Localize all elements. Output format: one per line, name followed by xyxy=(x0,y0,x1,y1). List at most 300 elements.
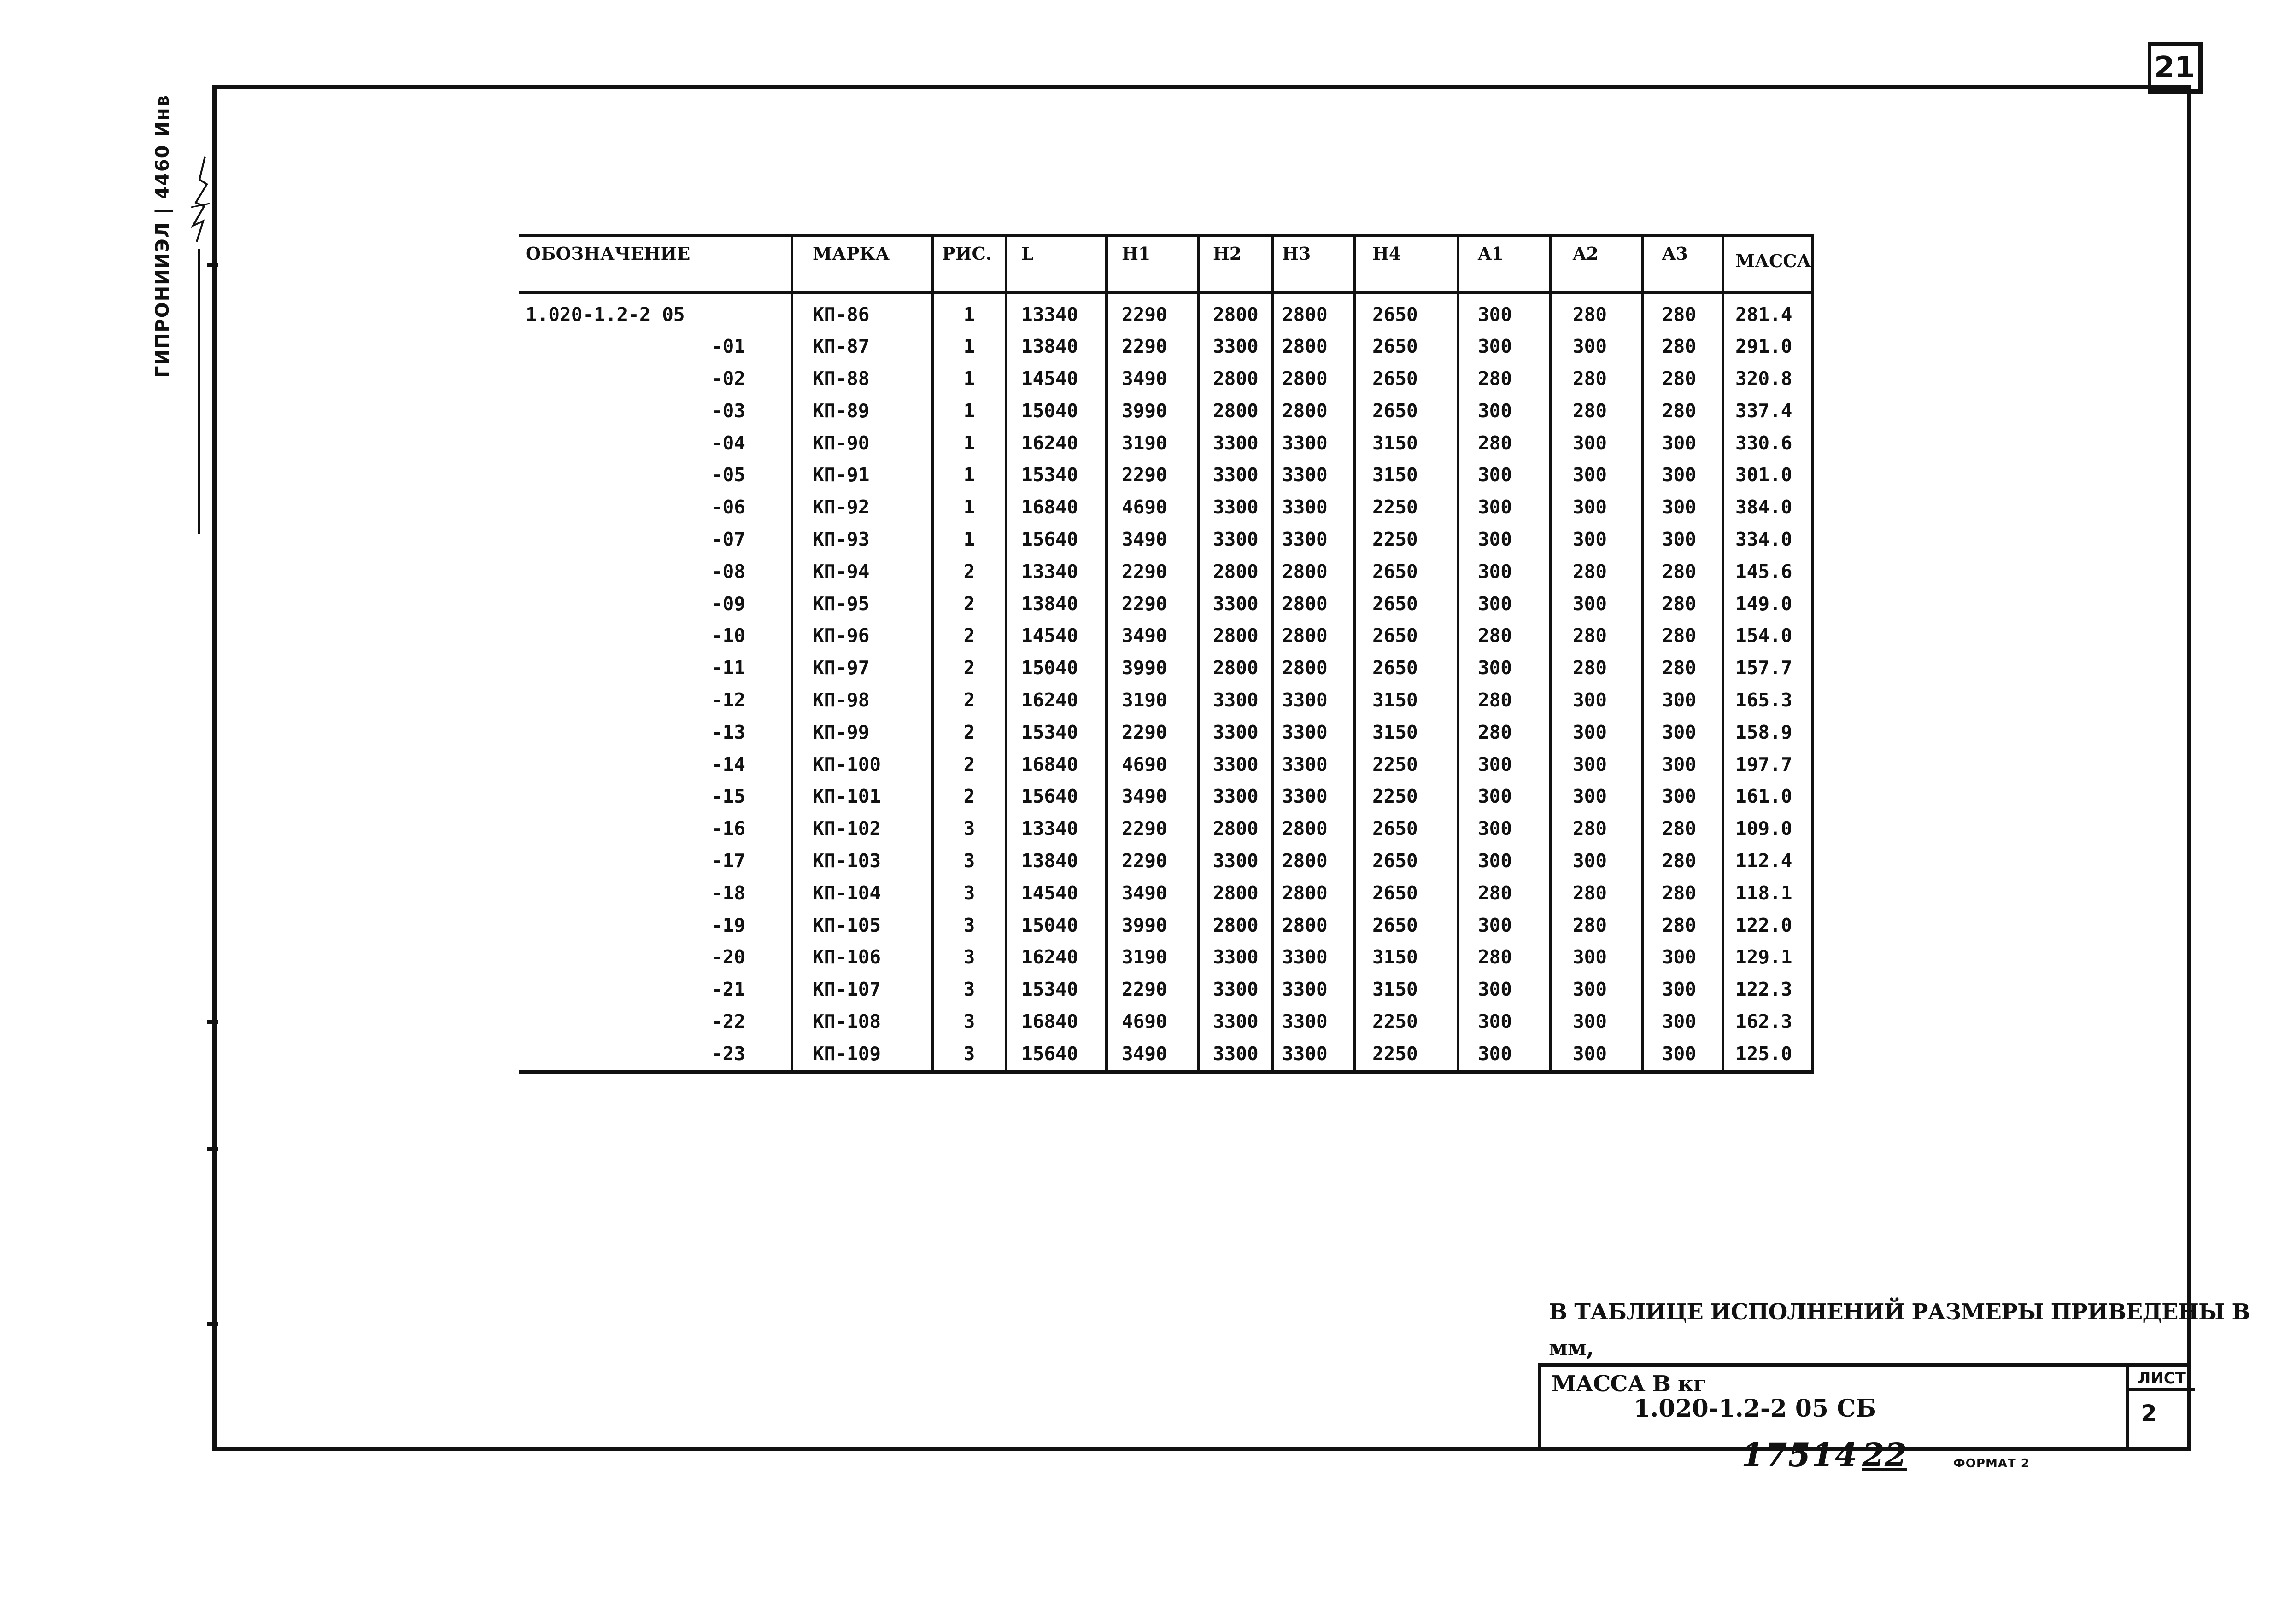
cell-a1: 280 xyxy=(1458,941,1550,974)
table-row xyxy=(519,556,1812,588)
cell-h2: 2800 xyxy=(1199,652,1272,684)
cell-h4: 2650 xyxy=(1354,845,1458,877)
col-header-a1: A1 xyxy=(1458,235,1550,292)
cell-h2: 2800 xyxy=(1199,910,1272,942)
cell-a1: 300 xyxy=(1458,588,1550,620)
cell-a2: 300 xyxy=(1550,781,1642,813)
cell-h3: 3300 xyxy=(1272,1006,1354,1038)
cell-h4: 2650 xyxy=(1354,292,1458,331)
cell-l: 13340 xyxy=(1006,556,1107,588)
cell-marka: КП-90 xyxy=(792,427,932,460)
cell-a3: 280 xyxy=(1642,292,1723,331)
table-row xyxy=(519,749,1812,781)
cell-oboz: -04 xyxy=(711,432,745,454)
cell-h4: 2250 xyxy=(1354,1038,1458,1072)
cell-ris: 2 xyxy=(932,684,1006,717)
cell-mass: 149.0 xyxy=(1723,588,1812,620)
table-row xyxy=(519,684,1812,717)
cell-h3: 2800 xyxy=(1272,292,1354,331)
cell-h1: 4690 xyxy=(1107,491,1199,524)
cell-a2: 280 xyxy=(1550,652,1642,684)
col-header-h1: H1 xyxy=(1107,235,1199,292)
cell-a3: 280 xyxy=(1642,556,1723,588)
cell-l: 14540 xyxy=(1006,620,1107,652)
cell-h3: 3300 xyxy=(1272,459,1354,491)
cell-l: 16840 xyxy=(1006,749,1107,781)
executions-table xyxy=(519,234,1814,1074)
cell-marka: КП-93 xyxy=(792,524,932,556)
cell-l: 14540 xyxy=(1006,877,1107,910)
cell-a3: 300 xyxy=(1642,491,1723,524)
cell-a2: 280 xyxy=(1550,620,1642,652)
cell-h1: 4690 xyxy=(1107,1006,1199,1038)
cell-a1: 300 xyxy=(1458,556,1550,588)
table-row xyxy=(519,845,1812,877)
cell-oboz: -21 xyxy=(711,978,745,1001)
cell-a2: 300 xyxy=(1550,1006,1642,1038)
cell-marka: КП-103 xyxy=(792,845,932,877)
cell-a2: 300 xyxy=(1550,427,1642,460)
cell-ris: 2 xyxy=(932,620,1006,652)
cell-ris: 3 xyxy=(932,845,1006,877)
cell-mass: 122.0 xyxy=(1723,910,1812,942)
table-row xyxy=(519,974,1812,1006)
cell-h1: 3990 xyxy=(1107,652,1199,684)
cell-mass: 125.0 xyxy=(1723,1038,1812,1072)
cell-a3: 280 xyxy=(1642,395,1723,427)
cell-h3: 3300 xyxy=(1272,684,1354,717)
cell-h4: 3150 xyxy=(1354,684,1458,717)
cell-mass: 145.6 xyxy=(1723,556,1812,588)
cell-marka: КП-108 xyxy=(792,1006,932,1038)
cell-a3: 300 xyxy=(1642,427,1723,460)
inventory-number: 17514 xyxy=(1741,1436,1858,1474)
binding-tick xyxy=(207,1147,218,1151)
cell-h2: 3300 xyxy=(1199,331,1272,363)
cell-h4: 3150 xyxy=(1354,427,1458,460)
cell-marka: КП-92 xyxy=(792,491,932,524)
cell-a3: 300 xyxy=(1642,974,1723,1006)
cell-l: 13840 xyxy=(1006,331,1107,363)
cell-h2: 3300 xyxy=(1199,427,1272,460)
cell-a3: 280 xyxy=(1642,331,1723,363)
cell-a2: 280 xyxy=(1550,813,1642,845)
cell-h1: 2290 xyxy=(1107,588,1199,620)
cell-marka: КП-94 xyxy=(792,556,932,588)
cell-a3: 300 xyxy=(1642,524,1723,556)
cell-oboz: -22 xyxy=(711,1010,745,1033)
cell-h1: 4690 xyxy=(1107,749,1199,781)
cell-h4: 2250 xyxy=(1354,749,1458,781)
cell-ris: 2 xyxy=(932,781,1006,813)
cell-a2: 300 xyxy=(1550,717,1642,749)
cell-oboz: -02 xyxy=(711,368,745,390)
cell-l: 16240 xyxy=(1006,941,1107,974)
cell-ris: 1 xyxy=(932,459,1006,491)
cell-a1: 300 xyxy=(1458,781,1550,813)
cell-h4: 2650 xyxy=(1354,556,1458,588)
table-row xyxy=(519,427,1812,460)
cell-mass: 291.0 xyxy=(1723,331,1812,363)
cell-h1: 2290 xyxy=(1107,845,1199,877)
table-row xyxy=(519,1006,1812,1038)
cell-h4: 2250 xyxy=(1354,781,1458,813)
cell-h2: 2800 xyxy=(1199,556,1272,588)
cell-h3: 2800 xyxy=(1272,395,1354,427)
cell-h4: 2650 xyxy=(1354,395,1458,427)
table-row xyxy=(519,395,1812,427)
cell-h3: 2800 xyxy=(1272,363,1354,395)
cell-l: 16240 xyxy=(1006,684,1107,717)
cell-h2: 2800 xyxy=(1199,395,1272,427)
cell-mass: 118.1 xyxy=(1723,877,1812,910)
cell-a2: 300 xyxy=(1550,331,1642,363)
col-header-designation: ОБОЗНАЧЕНИЕ xyxy=(519,235,792,292)
cell-ris: 2 xyxy=(932,588,1006,620)
cell-a1: 280 xyxy=(1458,717,1550,749)
cell-h1: 2290 xyxy=(1107,717,1199,749)
cell-h1: 2290 xyxy=(1107,459,1199,491)
cell-a2: 280 xyxy=(1550,877,1642,910)
cell-ris: 1 xyxy=(932,524,1006,556)
cell-ris: 3 xyxy=(932,877,1006,910)
cell-marka: КП-107 xyxy=(792,974,932,1006)
table-row xyxy=(519,877,1812,910)
cell-marka: КП-88 xyxy=(792,363,932,395)
cell-h3: 3300 xyxy=(1272,491,1354,524)
cell-l: 13340 xyxy=(1006,292,1107,331)
cell-a2: 280 xyxy=(1550,292,1642,331)
cell-h4: 3150 xyxy=(1354,974,1458,1006)
cell-a3: 280 xyxy=(1642,588,1723,620)
cell-h4: 2650 xyxy=(1354,652,1458,684)
cell-marka: КП-99 xyxy=(792,717,932,749)
cell-h2: 2800 xyxy=(1199,620,1272,652)
cell-h4: 3150 xyxy=(1354,941,1458,974)
cell-h3: 2800 xyxy=(1272,910,1354,942)
cell-h3: 2800 xyxy=(1272,652,1354,684)
cell-a1: 300 xyxy=(1458,652,1550,684)
cell-marka: КП-102 xyxy=(792,813,932,845)
cell-a2: 300 xyxy=(1550,524,1642,556)
cell-h4: 2250 xyxy=(1354,524,1458,556)
cell-a3: 280 xyxy=(1642,620,1723,652)
cell-a1: 300 xyxy=(1458,491,1550,524)
cell-oboz: -01 xyxy=(711,335,745,358)
cell-marka: КП-95 xyxy=(792,588,932,620)
cell-ris: 1 xyxy=(932,292,1006,331)
sheet-number: 2 xyxy=(2141,1400,2157,1427)
cell-h1: 3190 xyxy=(1107,941,1199,974)
cell-h2: 2800 xyxy=(1199,813,1272,845)
cell-l: 13840 xyxy=(1006,845,1107,877)
sheet-label: ЛИСТ xyxy=(2129,1367,2195,1391)
cell-l: 15040 xyxy=(1006,910,1107,942)
cell-h4: 2250 xyxy=(1354,491,1458,524)
cell-a1: 280 xyxy=(1458,877,1550,910)
cell-h2: 3300 xyxy=(1199,749,1272,781)
cell-a1: 280 xyxy=(1458,620,1550,652)
cell-mass: 158.9 xyxy=(1723,717,1812,749)
cell-h4: 2250 xyxy=(1354,1006,1458,1038)
cell-a1: 300 xyxy=(1458,749,1550,781)
cell-marka: КП-97 xyxy=(792,652,932,684)
cell-oboz: -19 xyxy=(711,914,745,936)
cell-oboz: -23 xyxy=(519,1038,792,1072)
cell-marka: КП-104 xyxy=(792,877,932,910)
left-stamp-border xyxy=(198,249,206,534)
cell-h3: 2800 xyxy=(1272,877,1354,910)
cell-mass: 122.3 xyxy=(1723,974,1812,1006)
cell-marka: КП-100 xyxy=(792,749,932,781)
cell-a3: 280 xyxy=(1642,652,1723,684)
cell-a3: 300 xyxy=(1642,1006,1723,1038)
cell-ris: 1 xyxy=(932,395,1006,427)
cell-l: 15040 xyxy=(1006,395,1107,427)
cell-ris: 3 xyxy=(932,974,1006,1006)
cell-marka: КП-105 xyxy=(792,910,932,942)
cell-ris: 2 xyxy=(932,749,1006,781)
cell-h2: 3300 xyxy=(1199,1038,1272,1072)
cell-h1: 3490 xyxy=(1107,877,1199,910)
cell-oboz: -15 xyxy=(711,785,745,808)
cell-mass: 320.8 xyxy=(1723,363,1812,395)
cell-h3: 3300 xyxy=(1272,974,1354,1006)
cell-h2: 3300 xyxy=(1199,524,1272,556)
cell-h1: 3190 xyxy=(1107,684,1199,717)
table-row xyxy=(519,524,1812,556)
cell-mass: 162.3 xyxy=(1723,1006,1812,1038)
cell-mass: 384.0 xyxy=(1723,491,1812,524)
cell-mass: 157.7 xyxy=(1723,652,1812,684)
table-row xyxy=(519,781,1812,813)
cell-h1: 2290 xyxy=(1107,292,1199,331)
cell-oboz: -13 xyxy=(711,721,745,743)
cell-marka: КП-106 xyxy=(792,941,932,974)
cell-mass: 301.0 xyxy=(1723,459,1812,491)
cell-a2: 300 xyxy=(1550,749,1642,781)
cell-a1: 300 xyxy=(1458,910,1550,942)
cell-l: 15640 xyxy=(1006,1038,1107,1072)
cell-h4: 3150 xyxy=(1354,717,1458,749)
cell-l: 13840 xyxy=(1006,588,1107,620)
left-stamp: ГИПРОНИИЭЛ | 4460 Инв xyxy=(152,94,173,378)
cell-h3: 3300 xyxy=(1272,941,1354,974)
table-row xyxy=(519,813,1812,845)
cell-a2: 280 xyxy=(1550,363,1642,395)
col-header-figure: РИС. xyxy=(932,235,1006,292)
cell-h1: 3490 xyxy=(1107,363,1199,395)
cell-a1: 300 xyxy=(1458,459,1550,491)
note-line-2: МАССА В кг xyxy=(1552,1371,1706,1397)
cell-a3: 300 xyxy=(1642,781,1723,813)
cell-marka: КП-98 xyxy=(792,684,932,717)
cell-l: 14540 xyxy=(1006,363,1107,395)
cell-a3: 300 xyxy=(1642,749,1723,781)
cell-h3: 3300 xyxy=(1272,717,1354,749)
cell-h3: 2800 xyxy=(1272,845,1354,877)
cell-a1: 300 xyxy=(1458,845,1550,877)
cell-h1: 2290 xyxy=(1107,974,1199,1006)
cell-oboz: -14 xyxy=(711,753,745,776)
col-header-l: L xyxy=(1006,235,1107,292)
cell-h3: 3300 xyxy=(1272,1038,1354,1072)
cell-l: 15640 xyxy=(1006,781,1107,813)
cell-a2: 300 xyxy=(1550,588,1642,620)
cell-h1: 2290 xyxy=(1107,556,1199,588)
cell-marka: КП-89 xyxy=(792,395,932,427)
cell-oboz: -17 xyxy=(711,850,745,872)
cell-mass: 330.6 xyxy=(1723,427,1812,460)
cell-ris: 1 xyxy=(932,363,1006,395)
sheet-cell xyxy=(2126,1367,2195,1451)
cell-h1: 3190 xyxy=(1107,427,1199,460)
cell-mass: 334.0 xyxy=(1723,524,1812,556)
cell-a3: 280 xyxy=(1642,845,1723,877)
cell-mass: 337.4 xyxy=(1723,395,1812,427)
cell-h2: 3300 xyxy=(1199,491,1272,524)
table-row xyxy=(519,363,1812,395)
cell-h2: 3300 xyxy=(1199,588,1272,620)
cell-h3: 3300 xyxy=(1272,524,1354,556)
cell-oboz: -20 xyxy=(711,946,745,969)
cell-a2: 300 xyxy=(1550,684,1642,717)
cell-h4: 2650 xyxy=(1354,620,1458,652)
cell-ris: 2 xyxy=(932,652,1006,684)
col-header-h2: H2 xyxy=(1199,235,1272,292)
cell-l: 13340 xyxy=(1006,813,1107,845)
cell-a3: 300 xyxy=(1642,459,1723,491)
cell-h1: 3490 xyxy=(1107,781,1199,813)
cell-mass: 165.3 xyxy=(1723,684,1812,717)
cell-h4: 2650 xyxy=(1354,363,1458,395)
cell-oboz: -18 xyxy=(711,881,745,904)
cell-h3: 3300 xyxy=(1272,781,1354,813)
cell-h3: 2800 xyxy=(1272,620,1354,652)
cell-h2: 2800 xyxy=(1199,292,1272,331)
cell-h2: 3300 xyxy=(1199,459,1272,491)
cell-h3: 3300 xyxy=(1272,427,1354,460)
cell-a2: 300 xyxy=(1550,941,1642,974)
cell-h1: 3490 xyxy=(1107,1038,1199,1072)
cell-h1: 3490 xyxy=(1107,620,1199,652)
cell-marka: КП-96 xyxy=(792,620,932,652)
cell-ris: 1 xyxy=(932,491,1006,524)
cell-h2: 3300 xyxy=(1199,845,1272,877)
cell-a1: 280 xyxy=(1458,363,1550,395)
cell-h2: 2800 xyxy=(1199,363,1272,395)
cell-mass: 197.7 xyxy=(1723,749,1812,781)
col-header-a3: A3 xyxy=(1642,235,1723,292)
table-header-row xyxy=(519,235,1812,292)
cell-h4: 2650 xyxy=(1354,331,1458,363)
cell-a2: 300 xyxy=(1550,1038,1642,1072)
cell-h3: 2800 xyxy=(1272,588,1354,620)
cell-a1: 280 xyxy=(1458,684,1550,717)
cell-a3: 280 xyxy=(1642,813,1723,845)
cell-oboz: 1.020-1.2-2 05 xyxy=(526,303,685,326)
cell-a1: 300 xyxy=(1458,813,1550,845)
cell-ris: 2 xyxy=(932,556,1006,588)
cell-h2: 3300 xyxy=(1199,1006,1272,1038)
binding-tick xyxy=(207,1020,218,1024)
cell-l: 16840 xyxy=(1006,491,1107,524)
cell-a1: 300 xyxy=(1458,974,1550,1006)
table-row xyxy=(519,331,1812,363)
cell-l: 16840 xyxy=(1006,1006,1107,1038)
page-number: 21 xyxy=(2148,42,2203,94)
inventory-sub-number: 22 xyxy=(1862,1436,1907,1474)
cell-h2: 3300 xyxy=(1199,974,1272,1006)
cell-h3: 3300 xyxy=(1272,749,1354,781)
binding-tick xyxy=(207,263,218,267)
cell-oboz: -08 xyxy=(711,560,745,583)
cell-h3: 2800 xyxy=(1272,331,1354,363)
cell-h4: 2650 xyxy=(1354,813,1458,845)
cell-oboz: -12 xyxy=(711,689,745,712)
table-row xyxy=(519,910,1812,942)
cell-marka: КП-101 xyxy=(792,781,932,813)
cell-oboz: -07 xyxy=(711,528,745,551)
table-row xyxy=(519,1038,1812,1072)
cell-oboz: -09 xyxy=(711,592,745,615)
col-header-h3: H3 xyxy=(1272,235,1354,292)
cell-a1: 300 xyxy=(1458,292,1550,331)
cell-l: 15640 xyxy=(1006,524,1107,556)
cell-l: 15340 xyxy=(1006,717,1107,749)
cell-h1: 2290 xyxy=(1107,331,1199,363)
cell-marka: КП-87 xyxy=(792,331,932,363)
table-body xyxy=(519,292,1812,1072)
cell-marka: КП-109 xyxy=(792,1038,932,1072)
cell-l: 16240 xyxy=(1006,427,1107,460)
cell-h3: 2800 xyxy=(1272,813,1354,845)
cell-a1: 300 xyxy=(1458,1006,1550,1038)
binding-tick xyxy=(207,1322,218,1326)
cell-mass: 129.1 xyxy=(1723,941,1812,974)
cell-h4: 2650 xyxy=(1354,910,1458,942)
cell-l: 15040 xyxy=(1006,652,1107,684)
cell-l: 15340 xyxy=(1006,459,1107,491)
cell-a3: 300 xyxy=(1642,941,1723,974)
document-code: 1.020-1.2-2 05 СБ xyxy=(1634,1394,1877,1423)
cell-a2: 280 xyxy=(1550,395,1642,427)
table-row xyxy=(519,620,1812,652)
cell-a2: 300 xyxy=(1550,845,1642,877)
table-row xyxy=(519,652,1812,684)
cell-h2: 3300 xyxy=(1199,684,1272,717)
cell-oboz: -06 xyxy=(711,496,745,519)
cell-ris: 1 xyxy=(932,427,1006,460)
cell-a2: 300 xyxy=(1550,459,1642,491)
signature-mark xyxy=(187,152,214,244)
cell-h4: 2650 xyxy=(1354,877,1458,910)
cell-a1: 300 xyxy=(1458,331,1550,363)
col-header-a2: A2 xyxy=(1550,235,1642,292)
cell-a2: 280 xyxy=(1550,910,1642,942)
cell-oboz: -10 xyxy=(711,624,745,647)
table-row xyxy=(519,491,1812,524)
cell-h1: 2290 xyxy=(1107,813,1199,845)
cell-oboz: -05 xyxy=(711,464,745,486)
cell-h2: 3300 xyxy=(1199,941,1272,974)
cell-ris: 3 xyxy=(932,1006,1006,1038)
cell-a2: 280 xyxy=(1550,556,1642,588)
cell-oboz: -16 xyxy=(711,817,745,840)
cell-l: 15340 xyxy=(1006,974,1107,1006)
cell-a2: 300 xyxy=(1550,974,1642,1006)
cell-a1: 280 xyxy=(1458,427,1550,460)
